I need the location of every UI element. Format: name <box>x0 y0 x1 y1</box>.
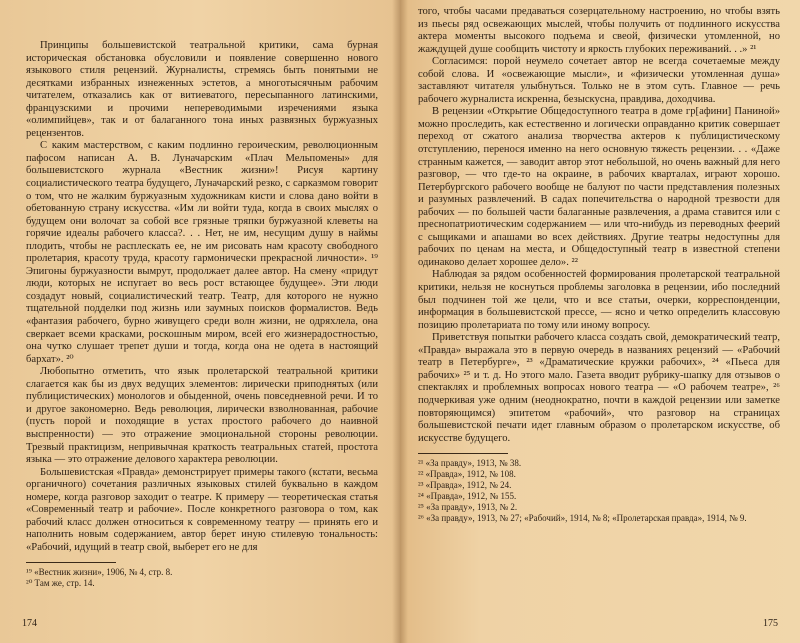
footnote: ²⁴ «Правда», 1912, № 155. <box>418 491 517 502</box>
page-number-left: 174 <box>22 618 37 629</box>
right-paragraph: Приветствуя попытки рабочего класса создать свой, демократический театр, «Правда» выражала это в первую очередь в названиях рецензий — «Рабочий театр в Петербурге», ²³ «Драматические кружки рабочих», ²⁴ «Пьеса для рабочих» ²⁵ и т. д. Но этого мало. Газета вводит рубрику-шапку для отзывов о спектаклях и проблемных вопросах нового театра — «О рабочем театре», ²⁶ подчеркивая уже одним (неоднократно, почти в каждой рецензии или заметке повторяющимся) эпитетом «рабочий», что разговор на страницах большевистской печати идет главным образом о пролетарском искусстве, об искусстве будущего. <box>418 332 780 444</box>
left-paragraph: Любопытно отметить, что язык пролетарской театральной критики слагается как бы из двух ведущих элементов: лирически приподнятых (или публицистических) монологов и обыденной, очень повседневной речи. И то и другое закономерно. Ведь революция, лирически взволнованная, рабочие (пусть порой и походящие в устах простого рабочего до наивной выспренности) — это отражение эмоциональной стороны революции. Трезвый практицизм, непривычная краткость театральных статей, простота языка — это отражение делового характера революции. <box>26 366 378 466</box>
footnote-separator <box>26 562 116 563</box>
left-page-body <box>26 40 378 554</box>
footnote: ²⁶ «За правду», 1913, № 27; «Рабочий», 1914, № 8; «Пролетарская правда», 1914, № 9. <box>418 513 747 524</box>
left-paragraph: Принципы большевистской театральной критики, сама бурная историческая обстановка обусловили и появление совершенно нового языкового стиля рецензий. Журналисты, стремясь быть понятыми не десятками избранных изнеженных эстетов, а многотысячным рабочим читателем, отказались как от витиеватого, пересыпанного латинскими, французскими и прочими непереводимыми изречениями языка «олимпийцев», так и от балаганного тона иных развязных буржуазных рецензентов. <box>26 40 378 139</box>
page-number-right: 175 <box>763 618 778 629</box>
right-page-body <box>418 6 780 445</box>
right-footnotes <box>418 458 780 524</box>
right-page <box>400 0 800 643</box>
footnote: ¹⁹ «Вестник жизни», 1906, № 4, стр. 8. <box>26 567 173 578</box>
footnote: ²¹ «За правду», 1913, № 38. <box>418 458 522 469</box>
left-paragraph: Большевистская «Правда» демонстрирует примеры такого (кстати, весьма органичного) сочетания различных языковых стилей буквально в каждом номере, когда разговор заходит о театре. К примеру — теоретическая статья «Современный театр и рабочие». После конкретного разговора о том, как рабочий класс должен относиться к современному театру — принять его и наполнить новым содержанием, автор берет иную стилевую тональность: «Рабочий, идущий в театр свой, выберет его не для <box>26 466 378 553</box>
footnote: ²⁰ Там же, стр. 14. <box>26 578 95 589</box>
footnote: ²³ «Правда», 1912, № 24. <box>418 480 512 491</box>
left-footnotes <box>26 567 378 589</box>
right-paragraph: В рецензии «Открытие Общедоступного театра в доме гр[афини] Паниной» можно проследить, как естественно и логически оправданно критик совершает переход от сжатого анализа творчества актеров к публицистическому отступлению, перенося именно на него основную тяжесть рецензии. . . «Даже странным кажется, — заводит автор этот небольшой, но очень важный для него разговор, — что где-то на окраине, в рабочих кварталах, играют хорошо. Петербургского рабочего вообще не балуют по части представления полезных и разумных развлечений. В садах попечительства о народной трезвости для рабочих — по большей части балаганные развлечения, а драма ставится или с преснопатриотическим содержанием — или что-нибудь из переводных феерий с сыщиками и апашами во всех действиях. Другие театры недоступны для рабочих по ценам на места, и Общедоступный театр в известной степени одинаково делает хорошее дело». ²² <box>418 106 780 268</box>
right-paragraph: Согласимся: порой неумело сочетает автор не всегда сочетаемые между собой слова. И «освежающие мысли», и «физически утомленная душа» заставляют читателя улыбнуться. Только не в этом суть. Главное — речь рабочего журналиста искренна, безыскусна, правдива, доходчива. <box>418 56 780 105</box>
right-paragraph: Наблюдая за рядом особенностей формирования пролетарской театральной критики, нельзя не коснуться проблемы заголовка в рецензии, ибо последний был подчинен той же цели, что и все статьи, очерки, корреспонденции, информация в большевистской прессе, — ясно и четко определить классовую позицию пролетариата по тому или иному вопросу. <box>418 269 780 331</box>
right-paragraph: того, чтобы часами предаваться созерцательному настроению, но чтобы взять из пьесы ряд освежающих мыслей, чтобы получить от подлинного искусства актера моменты высокого подъема и свеой, физически утомленной, но жаждущей душе сообщить чистоту и яркость глубоких переживаний. . .» ²¹ <box>418 6 780 55</box>
book-gutter <box>392 0 408 643</box>
left-paragraph: С каким мастерством, с каким подлинно героическим, революционным пафосом написан А. В. Луначарским «Плач Мельпомены» для большевистского журнала «Вестник жизни»! Рисуя картину социалистического театра будущего, Луначарский резко, с сарказмом говорит о том, что не жалким буржуазным художникам кисти и слова дано войти в обетованную страну искусства. «Им ли войти туда, когда в своих мыслях о будущем они волочат за собой все грязные тряпки буржуазной клеветы на горячие идеалы рабочего класса?. . . Нет, не им, несущим душу в наймы плодить, чтобы не расплескать ее, не им рисовать нам красоту свободного пролетария, красоту труда, красоту гармонически прекрасной личности». ¹⁹ Эпигоны буржуазности вымрут, продолжает далее автор. На смену «придут люди, которых не испугает во весь рост встающее будущее». Эти люди создадут новый, социалистический театр. Театр, для которого не нужно тщательной подделки под жизнь или заумных поисков формалистов. Ведь «фантазия рабочего, бурно живущего среди волн жизни, не одряхлела, она сверкает всеми красками, роскошным миром, всей его жизнерадостностью, она чутко слушает трепет души и тогда, когда она не одета в настоящий бархат». ²⁰ <box>26 140 378 365</box>
footnote-separator <box>418 453 508 454</box>
footnote: ²² «Правда», 1912, № 108. <box>418 469 516 480</box>
footnote: ²⁵ «За правду», 1913, № 2. <box>418 502 518 513</box>
